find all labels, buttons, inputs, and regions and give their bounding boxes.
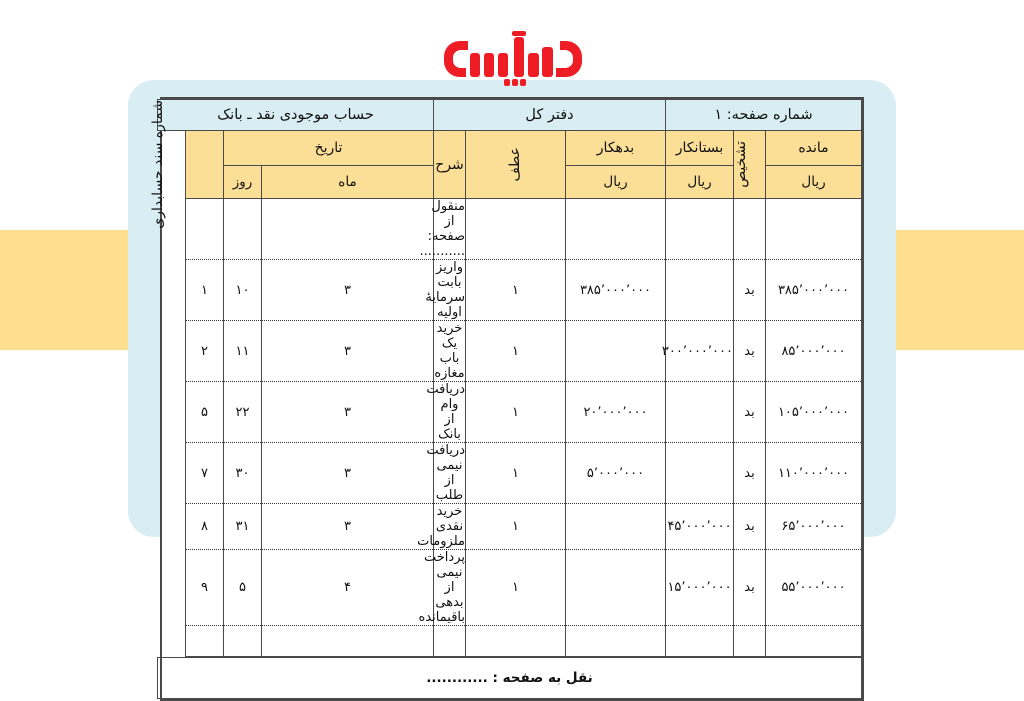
cell-balance: ۶۵٬۰۰۰٬۰۰۰ bbox=[766, 504, 862, 550]
cell-folio: ۱ bbox=[466, 260, 566, 321]
cell-credit bbox=[666, 199, 734, 260]
table-footer-row bbox=[158, 657, 862, 699]
cell-month: ۳ bbox=[262, 504, 434, 550]
cell-doc-number: ۱ bbox=[186, 260, 224, 321]
cell-day: ۵ bbox=[224, 550, 262, 626]
cell-month bbox=[262, 199, 434, 260]
table-row-carry-in bbox=[158, 199, 862, 260]
cell-tashkhis: بد bbox=[734, 504, 766, 550]
cell-description: دریافت وام از بانک bbox=[426, 382, 465, 442]
cell-balance bbox=[766, 199, 862, 260]
ledger-title-row bbox=[158, 100, 862, 131]
page-number-label: شماره صفحه: ۱ bbox=[666, 100, 862, 131]
cell-folio bbox=[466, 199, 566, 260]
cell-credit bbox=[666, 260, 734, 321]
cell-credit: ۳۰۰٬۰۰۰٬۰۰۰ bbox=[666, 321, 734, 382]
carry-out-label: نقل به صفحه : ............ bbox=[158, 657, 862, 699]
decorative-band-right bbox=[884, 230, 1024, 350]
cell-credit: ۱۵٬۰۰۰٬۰۰۰ bbox=[666, 550, 734, 626]
account-title: حساب موجودی نقد ـ بانک bbox=[158, 100, 434, 131]
cell-debit: ۵٬۰۰۰٬۰۰۰ bbox=[566, 443, 666, 504]
cell-doc-number: ۵ bbox=[186, 382, 224, 443]
cell-folio: ۱ bbox=[466, 382, 566, 443]
cell-description: واریز بابت سرمایۀ اولیه bbox=[425, 260, 465, 320]
column-subheader-date-day: روز bbox=[224, 166, 262, 199]
cell-month: ۳ bbox=[262, 321, 434, 382]
cell-folio: ۱ bbox=[466, 443, 566, 504]
cell-description: دریافت نیمی از طلب bbox=[426, 443, 465, 503]
cell-debit bbox=[566, 550, 666, 626]
cell-doc-number bbox=[186, 626, 224, 658]
cell-doc-number: ۸ bbox=[186, 504, 224, 550]
cell-month bbox=[262, 626, 434, 658]
cell-tashkhis bbox=[734, 199, 766, 260]
table-row bbox=[158, 382, 862, 443]
cell-debit bbox=[566, 626, 666, 658]
cell-credit: ۴۵٬۰۰۰٬۰۰۰ bbox=[666, 504, 734, 550]
cell-debit bbox=[566, 321, 666, 382]
cell-day: ۱۱ bbox=[224, 321, 262, 382]
table-row bbox=[158, 321, 862, 382]
column-header-balance: مانده bbox=[766, 131, 862, 166]
cell-doc-number: ۹ bbox=[186, 550, 224, 626]
cell-folio: ۱ bbox=[466, 504, 566, 550]
table-row bbox=[158, 504, 862, 550]
cell-credit bbox=[666, 382, 734, 443]
cell-month: ۳ bbox=[262, 260, 434, 321]
ledger-sheet bbox=[150, 97, 864, 701]
cell-description: پرداخت نیمی از بدهی باقیمانده bbox=[418, 550, 465, 625]
cell-description bbox=[434, 626, 466, 658]
column-header-credit: بستانکار bbox=[666, 131, 734, 166]
cell-day: ۱۰ bbox=[224, 260, 262, 321]
cell-tashkhis: بد bbox=[734, 443, 766, 504]
table-row-empty bbox=[158, 626, 862, 658]
cell-day bbox=[224, 199, 262, 260]
cell-tashkhis: بد bbox=[734, 550, 766, 626]
cell-doc-number: ۷ bbox=[186, 443, 224, 504]
column-subheader-balance-currency: ریال bbox=[766, 166, 862, 199]
column-header-folio: عطف bbox=[466, 131, 566, 199]
table-row bbox=[158, 550, 862, 626]
cell-debit: ۲۰٬۰۰۰٬۰۰۰ bbox=[566, 382, 666, 443]
cell-doc-number bbox=[186, 199, 224, 260]
cell-balance: ۸۵٬۰۰۰٬۰۰۰ bbox=[766, 321, 862, 382]
table-row bbox=[158, 260, 862, 321]
cell-balance: ۳۸۵٬۰۰۰٬۰۰۰ bbox=[766, 260, 862, 321]
brand-logo-mark bbox=[442, 31, 582, 87]
cell-day: ۲۲ bbox=[224, 382, 262, 443]
cell-folio: ۱ bbox=[466, 550, 566, 626]
cell-month: ۳ bbox=[262, 443, 434, 504]
cell-balance: ۱۰۵٬۰۰۰٬۰۰۰ bbox=[766, 382, 862, 443]
cell-month: ۳ bbox=[262, 382, 434, 443]
cell-day: ۳۱ bbox=[224, 504, 262, 550]
cell-folio bbox=[466, 626, 566, 658]
cell-balance: ۱۱۰٬۰۰۰٬۰۰۰ bbox=[766, 443, 862, 504]
column-header-debit: بدهکار bbox=[566, 131, 666, 166]
cell-debit bbox=[566, 199, 666, 260]
cell-tashkhis bbox=[734, 626, 766, 658]
cell-credit bbox=[666, 443, 734, 504]
cell-balance: ۵۵٬۰۰۰٬۰۰۰ bbox=[766, 550, 862, 626]
column-subheader-date-month: ماه bbox=[262, 166, 434, 199]
column-subheader-debit-currency: ریال bbox=[566, 166, 666, 199]
cell-tashkhis: بد bbox=[734, 260, 766, 321]
decorative-band-left bbox=[0, 230, 140, 350]
column-header-date: تاریخ bbox=[224, 131, 434, 166]
column-header-doc-number: شماره سند حسابداری bbox=[186, 131, 224, 199]
cell-day bbox=[224, 626, 262, 658]
ledger-header-row bbox=[158, 131, 862, 166]
cell-tashkhis: بد bbox=[734, 321, 766, 382]
cell-month: ۴ bbox=[262, 550, 434, 626]
cell-description: خرید یک باب مغازه bbox=[434, 321, 465, 381]
book-title: دفتر کل bbox=[434, 100, 666, 131]
brand-logo bbox=[0, 28, 1024, 90]
general-ledger-table bbox=[150, 99, 862, 699]
cell-folio: ۱ bbox=[466, 321, 566, 382]
cell-tashkhis: بد bbox=[734, 382, 766, 443]
cell-balance bbox=[766, 626, 862, 658]
column-header-description: شرح bbox=[434, 131, 466, 199]
cell-debit bbox=[566, 504, 666, 550]
cell-credit bbox=[666, 626, 734, 658]
cell-doc-number: ۲ bbox=[186, 321, 224, 382]
cell-day: ۳۰ bbox=[224, 443, 262, 504]
cell-description: منقول از صفحه: ........... bbox=[419, 199, 465, 259]
column-header-tashkhis: تشخیص bbox=[734, 131, 766, 199]
table-row bbox=[158, 443, 862, 504]
cell-description: خرید نقدی ملزومات bbox=[417, 504, 465, 549]
cell-debit: ۳۸۵٬۰۰۰٬۰۰۰ bbox=[566, 260, 666, 321]
column-subheader-credit-currency: ریال bbox=[666, 166, 734, 199]
